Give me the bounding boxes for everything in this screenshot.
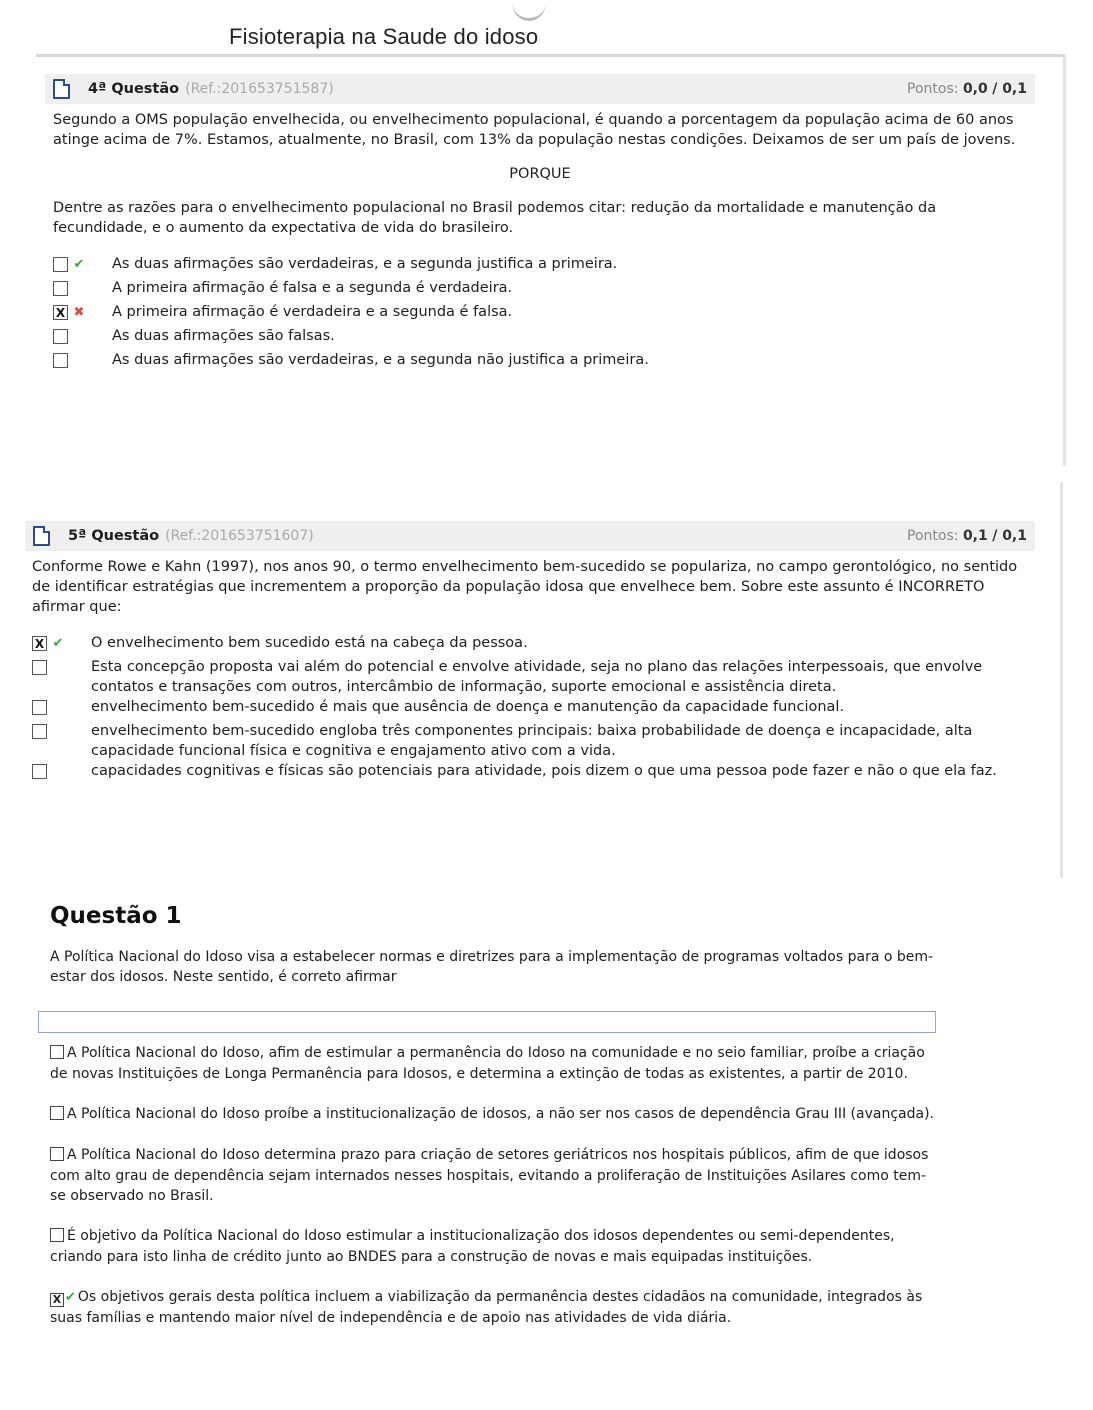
option-text: A primeira afirmação é verdadeira e a segunda é falsa. [112, 304, 513, 320]
option-5[interactable] [32, 761, 1035, 785]
option-2[interactable] [50, 1104, 940, 1125]
question-statement: Conforme Rowe e Kahn (1997), nos anos 90, o termo envelhecimento bem-sucedido se populariza, no campo gerontológico, no sentido de identificar estratégias que incrementem a proporção da população idosa que envelhece bem. Sobre este assunto é INCORRETO afirmar que: [32, 559, 1018, 615]
option-checkbox[interactable]: X [50, 1293, 64, 1307]
option-3[interactable] [50, 1145, 940, 1206]
option-checkbox[interactable]: X [32, 636, 47, 651]
option-text: envelhecimento bem-sucedido engloba três componentes principais: baixa probabilidade de doença e incapacidade, alta capacidade funcional física e cognitiva e engajamento ativo com a vida. [91, 723, 973, 759]
option-5[interactable] [53, 350, 1035, 374]
option-checkbox[interactable] [50, 1045, 64, 1059]
option-1[interactable] [53, 254, 1035, 278]
options-list [50, 1043, 940, 1348]
document-icon [53, 79, 70, 99]
option-2[interactable] [53, 278, 1035, 302]
correct-check-icon: ✔ [65, 1290, 76, 1305]
page-title: Fisioterapia na Saude do idoso [229, 24, 539, 49]
option-text: As duas afirmações são verdadeiras, e a segunda não justifica a primeira. [112, 352, 649, 368]
option-text: envelhecimento bem-sucedido é mais que ausência de doença e manutenção da capacidade funcional. [91, 699, 845, 715]
question-number: 5ª Questão [68, 528, 160, 544]
question-5-header [25, 521, 1035, 551]
question-title: Questão 1 [50, 903, 182, 929]
option-text: É objetivo da Política Nacional do Idoso estimular a institucionalização dos idosos dependentes ou semi-dependentes, criando para isto linha de crédito junto ao BNDES para a construção de novas e mais equipadas instituições. [50, 1228, 895, 1265]
options-list [45, 254, 1035, 374]
option-4[interactable] [50, 1226, 940, 1267]
question-statement-2: Dentre as razões para o envelhecimento populacional no Brasil podemos citar: redução da mortalidade e manutenção da fecundidade, e o aumento da expectativa de vida do brasileiro. [53, 200, 937, 236]
question-ref: (Ref.:201653751607) [165, 528, 314, 544]
option-text: capacidades cognitivas e físicas são potenciais para atividade, pois dizem o que uma pessoa pode fazer e não o que ela faz. [91, 763, 997, 779]
option-text: A Política Nacional do Idoso determina prazo para criação de setores geriátricos nos hospitais públicos, afim de que idosos com alto grau de dependência sejam internados nesses hospitais, evitando a proliferação de Instituições Asilares como tem-se observado no Brasil. [50, 1147, 929, 1204]
option-text: As duas afirmações são verdadeiras, e a segunda justifica a primeira. [112, 256, 618, 272]
option-text: A primeira afirmação é falsa e a segunda é verdadeira. [112, 280, 513, 296]
wrong-cross-icon: ✖ [73, 305, 85, 320]
option-checkbox[interactable]: X [53, 305, 68, 320]
option-4[interactable] [53, 326, 1035, 350]
option-checkbox[interactable] [53, 257, 68, 272]
question-1 [50, 903, 950, 1326]
option-1[interactable] [50, 1043, 940, 1084]
option-text: Esta concepção proposta vai além do potencial e envolve atividade, seja no plano das relações interpessoais, que envolve contatos e transações com outros, intercâmbio de informação, suporte emocional e assistência direta. [91, 659, 983, 695]
porque-label: PORQUE [509, 166, 571, 182]
document-icon [33, 526, 50, 546]
option-checkbox[interactable] [53, 281, 68, 296]
answer-input-bar[interactable] [38, 1011, 936, 1033]
question-statement: Segundo a OMS população envelhecida, ou envelhecimento populacional, é quando a porcentagem da população acima de 60 anos atinge acima de 7%. Estamos, atualmente, no Brasil, com 13% da população nestas condições. Deixamos de ser um país de jovens. [53, 112, 1016, 148]
question-statement: A Política Nacional do Idoso visa a estabelecer normas e diretrizes para a implementação de programas voltados para o bem-estar dos idosos. Neste sentido, é correto afirmar [50, 949, 934, 985]
option-2[interactable] [32, 657, 1035, 697]
option-text: A Política Nacional do Idoso, afim de estimular a permanência do Idoso na comunidade e no seio familiar, proíbe a criação de novas Instituições de Longa Permanência para Idosos, e determina a extinção de todas as existentes, a partir de 2010. [50, 1045, 925, 1082]
correct-check-icon: ✔ [73, 257, 85, 272]
option-checkbox[interactable] [32, 724, 47, 739]
option-text: Os objetivos gerais desta política incluem a viabilização da permanência destes cidadãos na comunidade, integrados às suas famílias e mantendo maior nível de independência e de apoio nas atividades de vida diária. [50, 1289, 923, 1326]
option-text: O envelhecimento bem sucedido está na cabeça da pessoa. [91, 635, 528, 651]
option-4[interactable] [32, 721, 1035, 761]
question-number: 4ª Questão [88, 81, 180, 97]
top-arc-decoration [512, 0, 546, 21]
option-checkbox[interactable] [32, 700, 47, 715]
question-points: Pontos: 0,0 / 0,1 [907, 81, 1027, 97]
option-checkbox[interactable] [50, 1228, 64, 1242]
option-1[interactable] [32, 633, 1035, 657]
q4-right-border [1063, 54, 1066, 466]
option-checkbox[interactable] [53, 353, 68, 368]
option-3[interactable] [53, 302, 1035, 326]
option-checkbox[interactable] [53, 329, 68, 344]
option-checkbox[interactable] [50, 1106, 64, 1120]
q4-top-border [36, 54, 1066, 57]
question-5 [25, 521, 1035, 785]
correct-check-icon: ✔ [52, 636, 64, 651]
options-list [25, 633, 1035, 785]
question-points: Pontos: 0,1 / 0,1 [907, 528, 1027, 544]
question-ref: (Ref.:201653751587) [185, 81, 334, 97]
option-text: A Política Nacional do Idoso proíbe a institucionalização de idosos, a não ser nos casos de dependência Grau III (avançada). [67, 1106, 934, 1122]
q5-right-border [1060, 482, 1063, 878]
option-3[interactable] [32, 697, 1035, 721]
option-5[interactable] [50, 1287, 940, 1328]
question-4 [45, 74, 1035, 374]
question-4-header [45, 74, 1035, 104]
option-checkbox[interactable] [50, 1147, 64, 1161]
option-text: As duas afirmações são falsas. [112, 328, 335, 344]
option-checkbox[interactable] [32, 660, 47, 675]
option-checkbox[interactable] [32, 764, 47, 779]
